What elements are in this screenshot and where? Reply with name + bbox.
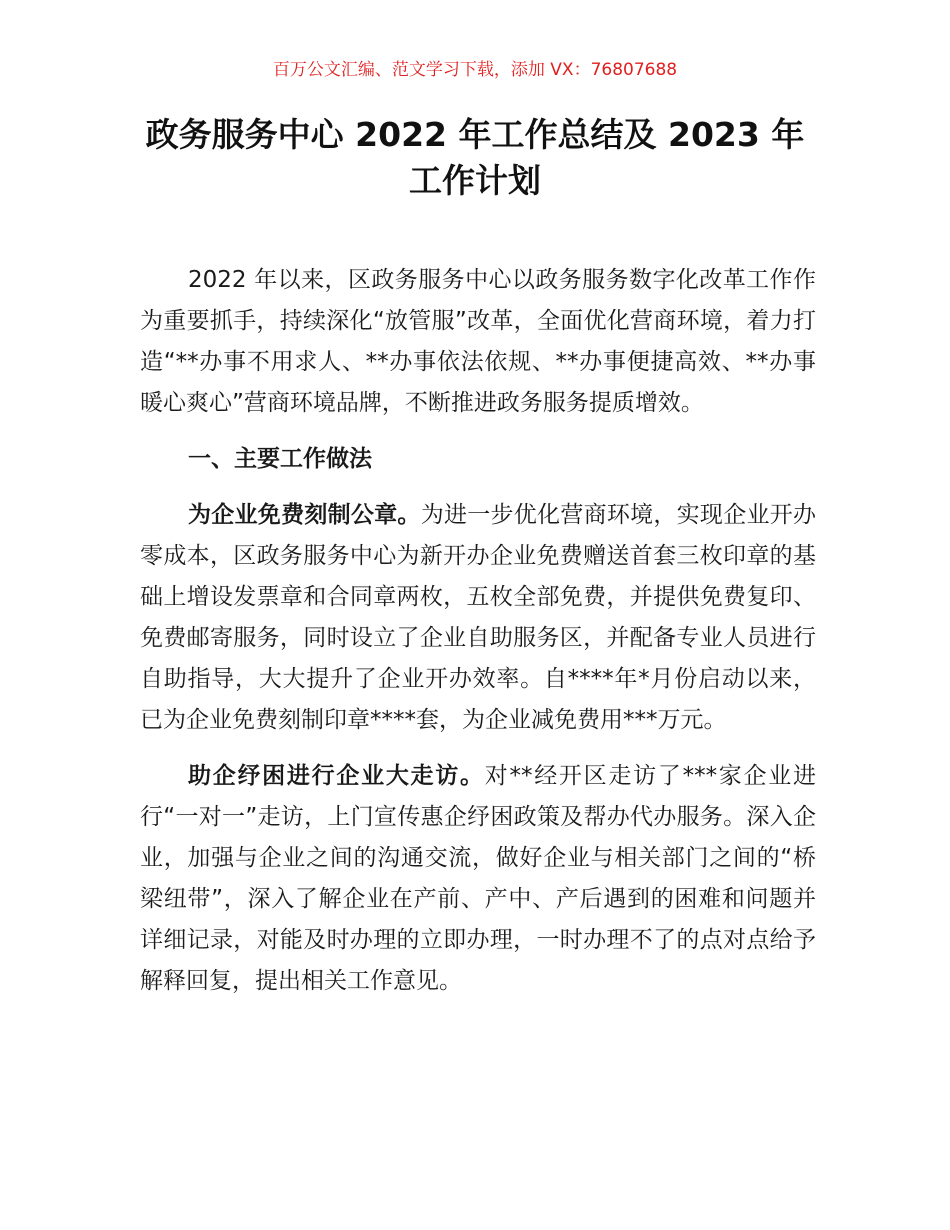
watermark-banner: 百万公文汇编、范文学习下载，添加 VX：76807688 (272, 60, 678, 80)
title-line-1: 政务服务中心 2022 年工作总结及 2023 年 (145, 115, 805, 154)
document-body (140, 260, 816, 1017)
paragraph-1-lead: 为企业免费刻制公章。 (188, 502, 421, 528)
body-paragraph-2 (140, 756, 816, 1002)
title-line-2: 工作计划 (409, 161, 541, 200)
section-heading-1: 一、主要工作做法 (188, 446, 372, 472)
paragraph-2-lead: 助企纾困进行企业大走访。 (188, 763, 485, 789)
paragraph-1-text: 为进一步优化营商环境，实现企业开办零成本，区政务服务中心为新开办企业免费赠送首套三枚印章的基础上增设发票章和合同章两枚，五枚全部免费，并提供免费复印、免费邮寄服务，同时设立了企业自助服务区，并配备专业人员进行自助指导，大大提升了企业开办效率。自****年*月份启动以来，已为企业免费刻制印章****套，为企业减免费用***万元。 (140, 502, 817, 733)
body-paragraph-1 (140, 495, 816, 741)
intro-paragraph: 2022 年以来，区政务服务中心以政务服务数字化改革工作作为重要抓手，持续深化“放管服”改革，全面优化营商环境，着力打造“**办事不用求人、**办事依法依规、**办事便捷高效、**办事暖心爽心”营商环境品牌，不断推进政务服务提质增效。 (140, 267, 816, 416)
document-title (60, 112, 890, 204)
paragraph-2-text: 对**经开区走访了***家企业进行“一对一”走访，上门宣传惠企纾困政策及帮办代办服务。深入企业，加强与企业之间的沟通交流，做好企业与相关部门之间的“桥梁纽带”，深入了解企业在产前、产中、产后遇到的困难和问题并详细记录，对能及时办理的立即办理，一时办理不了的点对点给予解释回复，提出相关工作意见。 (140, 763, 817, 994)
